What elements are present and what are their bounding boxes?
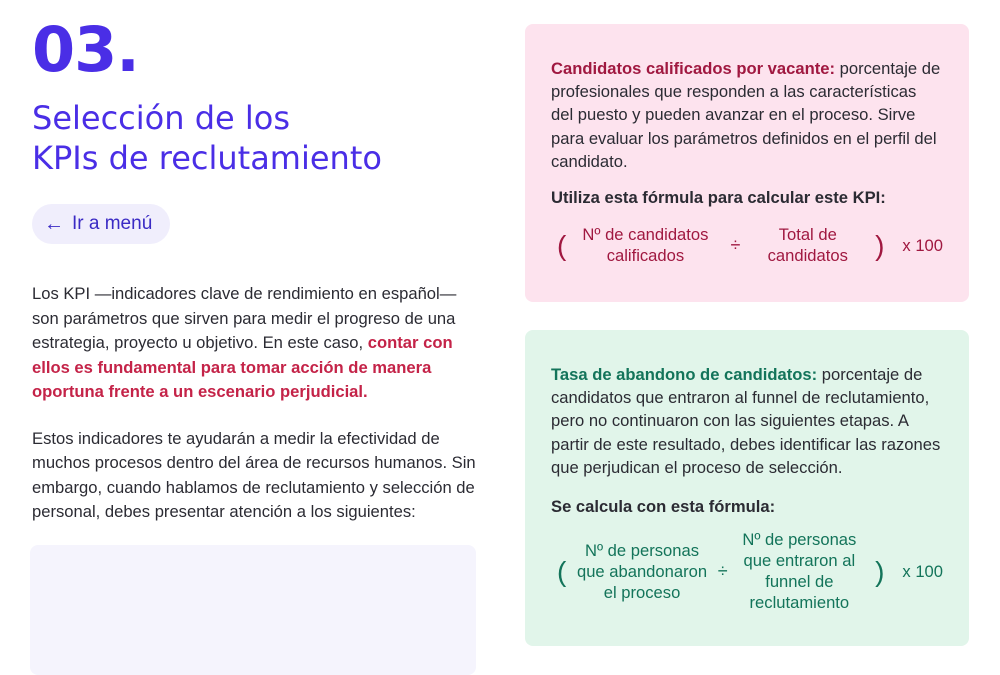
open-paren: ( — [557, 555, 567, 587]
formula-numerator: Nº de candidatos calificados — [582, 225, 709, 266]
kpi-card-qualified-candidates — [525, 24, 969, 302]
kpi-description — [551, 57, 943, 173]
open-paren: ( — [557, 229, 567, 261]
formula-label: Se calcula con esta fórmula: — [551, 497, 776, 517]
divide-icon: ÷ — [730, 234, 741, 255]
section-number: 03. — [32, 13, 139, 86]
formula-label: Utiliza esta fórmula para calcular este KPI: — [551, 188, 886, 208]
divide-icon: ÷ — [717, 560, 728, 581]
empty-content-box — [30, 545, 476, 675]
section-title-line1: Selección de los — [32, 99, 290, 137]
formula-multiplier: x 100 — [902, 235, 943, 255]
kpi-term: Tasa de abandono de candidatos: — [551, 365, 818, 384]
kpi-term: Candidatos calificados por vacante: — [551, 59, 836, 78]
intro-text: Los KPI —indicadores clave de rendimiento en español— son parámetros que sirven para medir el progreso de una estrategia, proyecto u objetivo. En este caso, — [32, 284, 457, 352]
section-title-line2: KPIs de reclutamiento — [32, 139, 382, 177]
arrow-left-icon: ← — [44, 213, 64, 235]
kpi-definition: porcentaje de profesionales que responden a las características del puesto y pueden avanzar en el proceso. Sirve para evaluar los parámetros definidos en el perfil del candidato. — [551, 59, 941, 171]
kpi-definition: porcentaje de candidatos que entraron al funnel de reclutamiento, pero no continuaron con las siguientes etapas. A partir de este resultado, debes identificar las razones que perjudican el proceso de selección. — [551, 365, 941, 477]
section-title — [32, 98, 482, 178]
go-to-menu-label: Ir a menú — [72, 213, 153, 234]
intro-column — [32, 13, 482, 525]
intro-paragraph-2: Estos indicadores te ayudarán a medir la efectividad de muchos procesos dentro del área de recursos humanos. Sin embargo, cuando hablamos de reclutamiento y selección de personal, debes presentar atención a los siguientes: — [32, 428, 476, 521]
kpi-description — [551, 363, 943, 479]
kpi-formula — [551, 224, 943, 266]
formula-denominator: Total de candidatos — [767, 225, 848, 266]
close-paren: ) — [875, 555, 885, 587]
go-to-menu-button[interactable] — [32, 204, 170, 244]
formula-multiplier: x 100 — [902, 561, 943, 581]
formula-numerator: Nº de personas que abandonaron el proceso — [576, 540, 708, 602]
kpi-card-candidate-dropout-rate — [525, 330, 969, 646]
intro-paragraph-1 — [32, 282, 482, 405]
kpi-formula — [551, 529, 943, 613]
intro-highlight: contar con ellos es fundamental para tomar acción de manera oportuna frente a un escenario perjudicial. — [32, 333, 453, 401]
formula-denominator: Nº de personas que entraron al funnel de reclutamiento — [742, 530, 857, 613]
close-paren: ) — [875, 229, 885, 261]
